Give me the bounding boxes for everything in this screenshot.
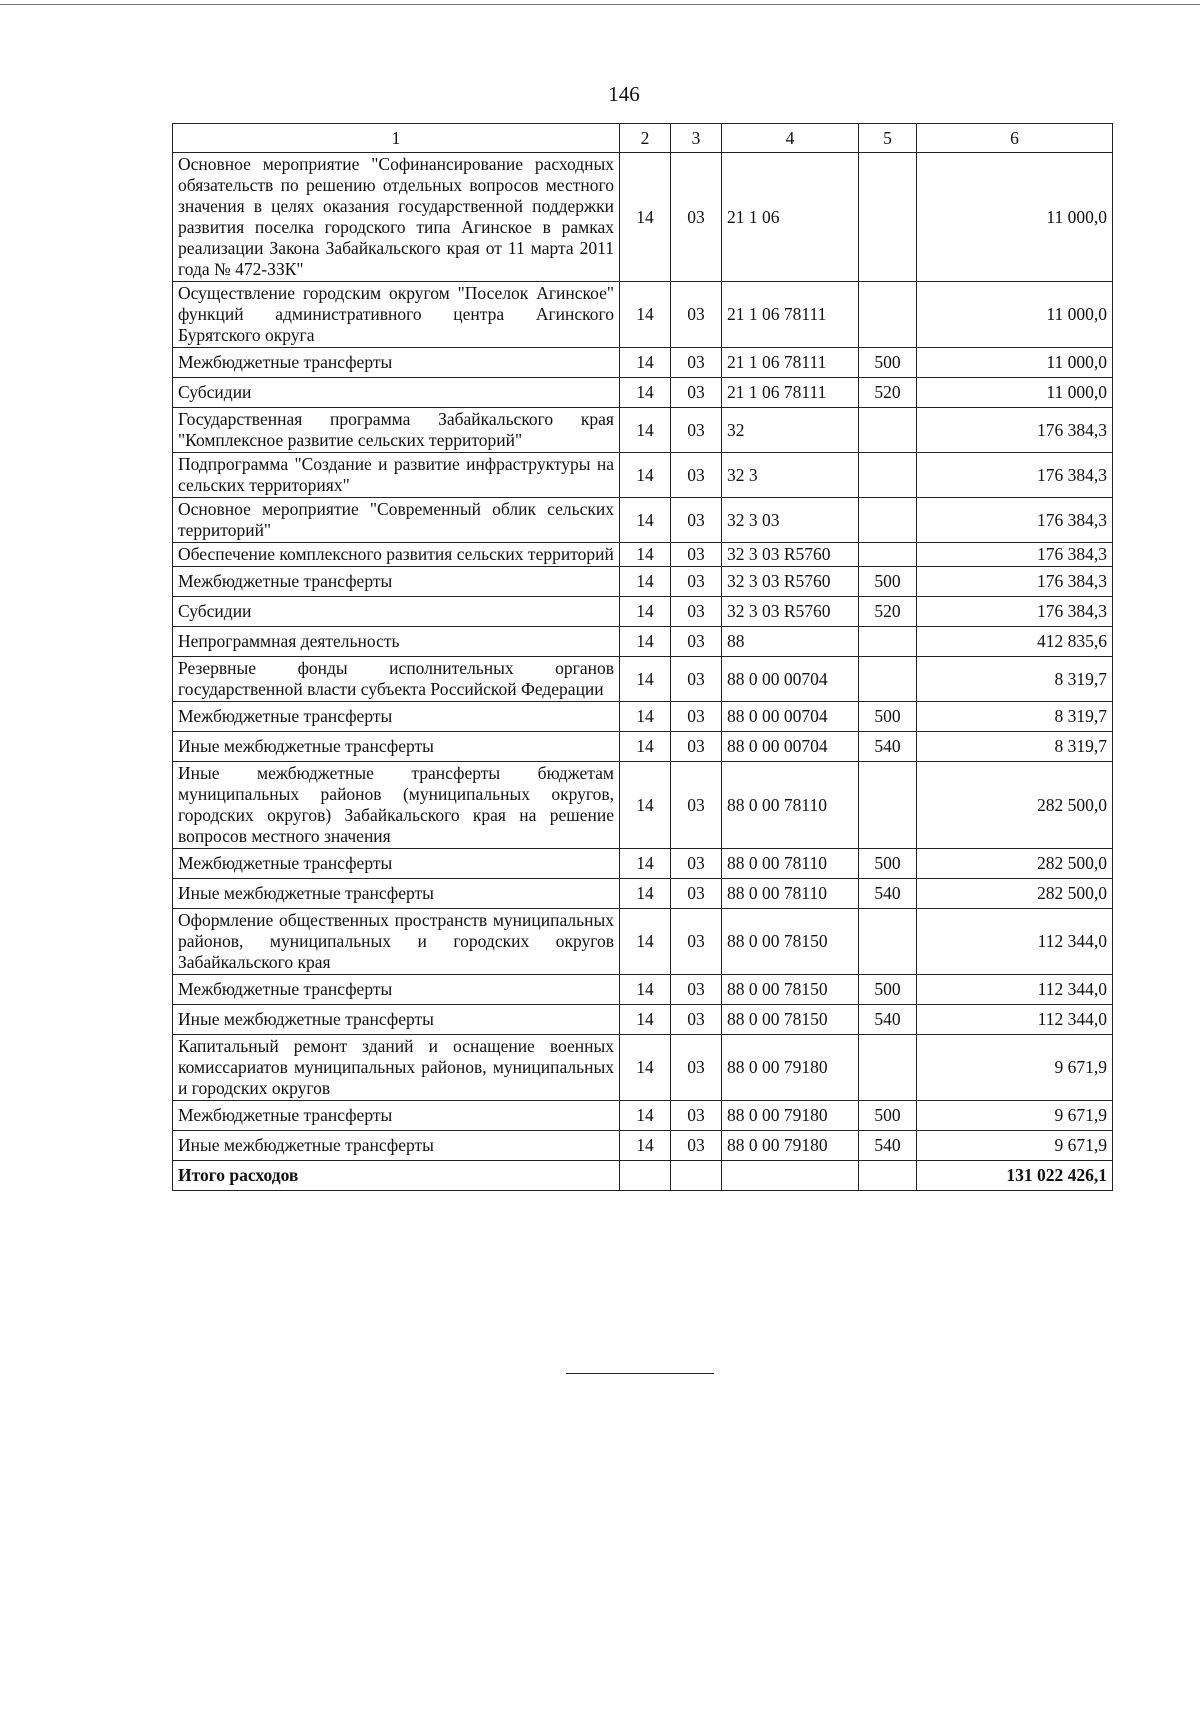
cell-section: 14 [620, 627, 671, 657]
cell-target-code: 88 0 00 78110 [722, 879, 859, 909]
cell-section: 14 [620, 543, 671, 567]
cell-amount: 176 384,3 [917, 408, 1113, 453]
cell-section: 14 [620, 762, 671, 849]
cell-subsection: 03 [671, 762, 722, 849]
cell-name: Межбюджетные трансферты [173, 567, 620, 597]
table-row [173, 567, 1113, 597]
cell-amount: 282 500,0 [917, 879, 1113, 909]
cell-expense-type: 500 [859, 567, 917, 597]
cell-subsection: 03 [671, 498, 722, 543]
cell-amount: 11 000,0 [917, 378, 1113, 408]
cell-amount: 112 344,0 [917, 909, 1113, 975]
cell-subsection: 03 [671, 153, 722, 282]
cell-name: Государственная программа Забайкальского края "Комплексное развитие сельских территорий" [173, 408, 620, 453]
cell-name: Основное мероприятие "Софинансирование расходных обязательств по решению отдельных вопросов местного значения в целях оказания государственной поддержки развития поселка городского типа Агинское в рамках реализации Закона Забайкальского края от 11 марта 2011 года № 472-ЗЗК" [173, 153, 620, 282]
cell-subsection: 03 [671, 975, 722, 1005]
cell-name: Иные межбюджетные трансферты бюджетам муниципальных районов (муниципальных округов, городских округов) Забайкальского края на решение вопросов местного значения [173, 762, 620, 849]
cell-expense-type: 540 [859, 879, 917, 909]
cell-section: 14 [620, 1101, 671, 1131]
cell-subsection: 03 [671, 378, 722, 408]
cell-target-code: 21 1 06 78111 [722, 378, 859, 408]
cell-expense-type: 540 [859, 1131, 917, 1161]
cell-target-code: 88 0 00 00704 [722, 702, 859, 732]
cell-section: 14 [620, 909, 671, 975]
cell-target-code: 88 0 00 00704 [722, 657, 859, 702]
cell-target-code: 32 3 03 R5760 [722, 597, 859, 627]
cell-expense-type: 520 [859, 378, 917, 408]
cell-target-code: 32 3 03 R5760 [722, 567, 859, 597]
cell-name: Иные межбюджетные трансферты [173, 1005, 620, 1035]
cell-expense-type [859, 153, 917, 282]
cell-name: Подпрограмма "Создание и развитие инфраструктуры на сельских территориях" [173, 453, 620, 498]
cell-expense-type: 520 [859, 597, 917, 627]
cell-target-code: 32 3 [722, 453, 859, 498]
cell-expense-type [859, 1035, 917, 1101]
cell-target-code: 21 1 06 78111 [722, 348, 859, 378]
cell-section: 14 [620, 348, 671, 378]
cell-name: Межбюджетные трансферты [173, 702, 620, 732]
cell-target-code: 32 [722, 408, 859, 453]
cell-subsection [671, 1161, 722, 1191]
cell-subsection: 03 [671, 909, 722, 975]
table-row [173, 657, 1113, 702]
cell-expense-type: 540 [859, 732, 917, 762]
header-col-6: 6 [917, 124, 1113, 153]
cell-section: 14 [620, 1035, 671, 1101]
cell-expense-type [859, 543, 917, 567]
cell-expense-type [859, 909, 917, 975]
cell-target-code: 88 0 00 78150 [722, 975, 859, 1005]
cell-section: 14 [620, 849, 671, 879]
cell-amount: 176 384,3 [917, 597, 1113, 627]
cell-subsection: 03 [671, 543, 722, 567]
cell-subsection: 03 [671, 597, 722, 627]
cell-target-code: 88 0 00 78110 [722, 762, 859, 849]
cell-expense-type: 500 [859, 1101, 917, 1131]
table-row [173, 453, 1113, 498]
table-row [173, 348, 1113, 378]
cell-target-code: 21 1 06 [722, 153, 859, 282]
cell-name: Основное мероприятие "Современный облик сельских территорий" [173, 498, 620, 543]
table-row [173, 849, 1113, 879]
cell-name: Иные межбюджетные трансферты [173, 1131, 620, 1161]
cell-subsection: 03 [671, 879, 722, 909]
cell-subsection: 03 [671, 627, 722, 657]
cell-target-code: 88 0 00 00704 [722, 732, 859, 762]
cell-subsection: 03 [671, 1101, 722, 1131]
cell-subsection: 03 [671, 453, 722, 498]
cell-amount: 11 000,0 [917, 348, 1113, 378]
cell-section: 14 [620, 702, 671, 732]
cell-expense-type: 500 [859, 849, 917, 879]
cell-expense-type [859, 627, 917, 657]
cell-subsection: 03 [671, 657, 722, 702]
cell-section: 14 [620, 657, 671, 702]
total-row [173, 1161, 1113, 1191]
cell-amount: 8 319,7 [917, 732, 1113, 762]
table-row [173, 498, 1113, 543]
table-row [173, 597, 1113, 627]
table-row [173, 543, 1113, 567]
cell-subsection: 03 [671, 348, 722, 378]
header-row [173, 124, 1113, 153]
cell-name: Иные межбюджетные трансферты [173, 732, 620, 762]
cell-target-code: 32 3 03 [722, 498, 859, 543]
cell-subsection: 03 [671, 408, 722, 453]
cell-name: Капитальный ремонт зданий и оснащение военных комиссариатов муниципальных районов, муниципальных и городских округов [173, 1035, 620, 1101]
cell-amount: 8 319,7 [917, 702, 1113, 732]
cell-amount: 131 022 426,1 [917, 1161, 1113, 1191]
table-row [173, 1035, 1113, 1101]
cell-target-code: 21 1 06 78111 [722, 282, 859, 348]
cell-name: Оформление общественных пространств муниципальных районов, муниципальных и городских округов Забайкальского края [173, 909, 620, 975]
cell-name: Межбюджетные трансферты [173, 1101, 620, 1131]
cell-name: Обеспечение комплексного развития сельских территорий [173, 543, 620, 567]
table-row [173, 378, 1113, 408]
cell-name: Резервные фонды исполнительных органов государственной власти субъекта Российской Федерации [173, 657, 620, 702]
table-row [173, 909, 1113, 975]
cell-section: 14 [620, 1131, 671, 1161]
cell-section: 14 [620, 282, 671, 348]
cell-expense-type [859, 408, 917, 453]
cell-name: Субсидии [173, 378, 620, 408]
cell-subsection: 03 [671, 702, 722, 732]
cell-amount: 282 500,0 [917, 762, 1113, 849]
cell-subsection: 03 [671, 1005, 722, 1035]
cell-expense-type [859, 762, 917, 849]
cell-amount: 11 000,0 [917, 282, 1113, 348]
cell-subsection: 03 [671, 1035, 722, 1101]
cell-section: 14 [620, 732, 671, 762]
cell-name: Осуществление городским округом "Поселок Агинское" функций административного центра Агинского Бурятского округа [173, 282, 620, 348]
cell-amount: 9 671,9 [917, 1035, 1113, 1101]
cell-subsection: 03 [671, 282, 722, 348]
cell-name: Межбюджетные трансферты [173, 975, 620, 1005]
table-row [173, 762, 1113, 849]
cell-expense-type: 500 [859, 348, 917, 378]
cell-name: Межбюджетные трансферты [173, 348, 620, 378]
cell-section: 14 [620, 597, 671, 627]
cell-amount: 176 384,3 [917, 567, 1113, 597]
cell-section: 14 [620, 567, 671, 597]
cell-name: Непрограммная деятельность [173, 627, 620, 657]
header-col-5: 5 [859, 124, 917, 153]
table-row [173, 732, 1113, 762]
cell-section [620, 1161, 671, 1191]
cell-amount: 176 384,3 [917, 453, 1113, 498]
cell-expense-type [859, 657, 917, 702]
cell-expense-type [859, 498, 917, 543]
table-row [173, 1005, 1113, 1035]
cell-amount: 176 384,3 [917, 543, 1113, 567]
cell-section: 14 [620, 153, 671, 282]
table-body [173, 153, 1113, 1191]
header-col-4: 4 [722, 124, 859, 153]
cell-name: Межбюджетные трансферты [173, 849, 620, 879]
cell-expense-type [859, 282, 917, 348]
top-edge-line [0, 4, 1200, 5]
cell-amount: 8 319,7 [917, 657, 1113, 702]
table-row [173, 408, 1113, 453]
header-col-2: 2 [620, 124, 671, 153]
cell-amount: 9 671,9 [917, 1131, 1113, 1161]
cell-target-code: 88 0 00 78150 [722, 1005, 859, 1035]
cell-expense-type: 500 [859, 975, 917, 1005]
cell-amount: 11 000,0 [917, 153, 1113, 282]
cell-amount: 112 344,0 [917, 1005, 1113, 1035]
cell-expense-type [859, 1161, 917, 1191]
budget-table [172, 123, 1113, 1191]
cell-subsection: 03 [671, 849, 722, 879]
cell-subsection: 03 [671, 567, 722, 597]
cell-name: Иные межбюджетные трансферты [173, 879, 620, 909]
cell-target-code: 88 [722, 627, 859, 657]
end-separator-line [566, 1373, 714, 1374]
table-row [173, 1101, 1113, 1131]
cell-expense-type: 500 [859, 702, 917, 732]
cell-amount: 412 835,6 [917, 627, 1113, 657]
header-col-3: 3 [671, 124, 722, 153]
cell-target-code: 88 0 00 79180 [722, 1101, 859, 1131]
table-row [173, 879, 1113, 909]
cell-section: 14 [620, 408, 671, 453]
cell-amount: 176 384,3 [917, 498, 1113, 543]
cell-amount: 112 344,0 [917, 975, 1113, 1005]
cell-target-code: 88 0 00 79180 [722, 1035, 859, 1101]
cell-section: 14 [620, 498, 671, 543]
cell-target-code [722, 1161, 859, 1191]
table-row [173, 627, 1113, 657]
table-row [173, 975, 1113, 1005]
cell-name: Субсидии [173, 597, 620, 627]
cell-section: 14 [620, 975, 671, 1005]
cell-section: 14 [620, 879, 671, 909]
table-row [173, 1131, 1113, 1161]
table-row [173, 282, 1113, 348]
table-row [173, 702, 1113, 732]
cell-target-code: 88 0 00 78110 [722, 849, 859, 879]
cell-target-code: 88 0 00 79180 [722, 1131, 859, 1161]
cell-target-code: 88 0 00 78150 [722, 909, 859, 975]
page-number: 146 [608, 82, 640, 106]
cell-amount: 282 500,0 [917, 849, 1113, 879]
cell-subsection: 03 [671, 732, 722, 762]
cell-section: 14 [620, 453, 671, 498]
cell-amount: 9 671,9 [917, 1101, 1113, 1131]
cell-section: 14 [620, 378, 671, 408]
cell-section: 14 [620, 1005, 671, 1035]
header-col-1: 1 [173, 124, 620, 153]
cell-expense-type: 540 [859, 1005, 917, 1035]
cell-subsection: 03 [671, 1131, 722, 1161]
table-row [173, 153, 1113, 282]
cell-name: Итого расходов [173, 1161, 620, 1191]
cell-target-code: 32 3 03 R5760 [722, 543, 859, 567]
cell-expense-type [859, 453, 917, 498]
